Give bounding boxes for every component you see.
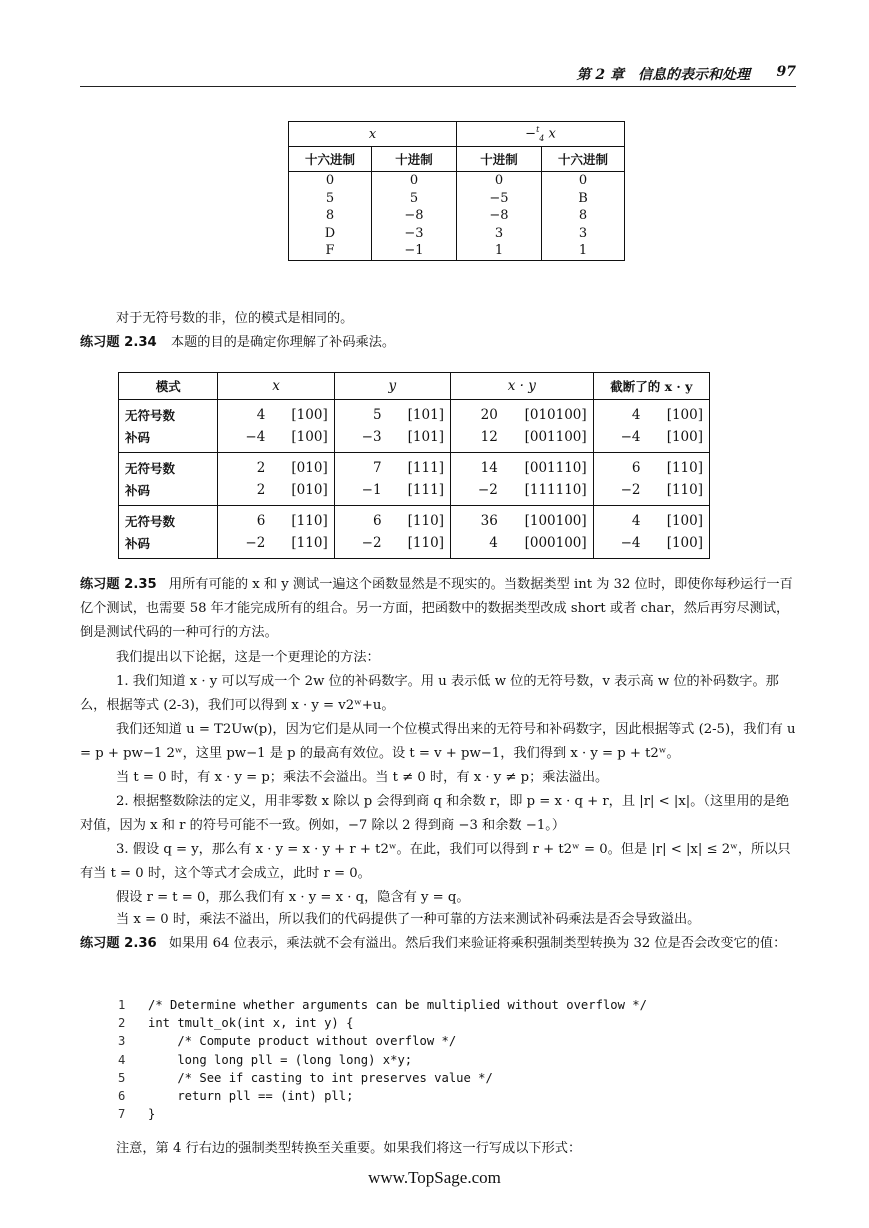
- cell: 4: [593, 506, 646, 533]
- cell: −3: [334, 426, 387, 453]
- exercise-text: 如果用 64 位表示，乘法就不会有溢出。然后我们来验证将乘积强制类型转换为 32 位是否会改变它的值：: [168, 936, 787, 951]
- cell: 4: [450, 532, 503, 559]
- chapter-title: 第 2 章 信息的表示和处理: [576, 67, 750, 83]
- paragraph: 我们提出以下论据，这是一个更理论的方法：: [116, 650, 380, 665]
- paragraph: 1. 我们知道 x · y 可以写成一个 2w 位的补码数字。用 u 表示低 w 位的无符号数，v 表示高 w 位的补码数字。那么，根据等式 (2-3)，我们可以得到 x · y = v2ʷ+u。: [80, 674, 779, 713]
- exercise-label: 练习题 2.36: [80, 936, 157, 951]
- cell: 2: [218, 453, 271, 480]
- code-line: [118, 1014, 647, 1032]
- line-number: 1: [118, 998, 126, 1012]
- exercise-label: 练习题 2.34: [80, 335, 157, 350]
- line-number: 6: [118, 1089, 126, 1104]
- cell: −1: [372, 242, 457, 260]
- cell: 1: [457, 242, 542, 260]
- cell: 12: [450, 426, 503, 453]
- cell: 补码: [119, 479, 218, 506]
- cell: −8: [457, 207, 542, 225]
- cell: [101]: [407, 407, 444, 423]
- cell: F: [289, 242, 372, 260]
- code-listing: [118, 996, 647, 1123]
- col-header: x: [218, 373, 334, 400]
- exercise-2-35: [80, 573, 796, 645]
- line-number: 2: [118, 1016, 126, 1031]
- cell: 14: [450, 453, 503, 480]
- cell: 2: [218, 479, 271, 506]
- code-line: [118, 1105, 647, 1123]
- code-text: /* Determine whether arguments can be multiplied without overflow */: [148, 998, 647, 1012]
- line-number: 5: [118, 1070, 126, 1085]
- cell: [010]: [291, 460, 328, 476]
- cell: [111110]: [504, 479, 593, 506]
- col-header: 十六进制: [542, 147, 625, 172]
- cell: 36: [450, 506, 503, 533]
- page-header: [80, 62, 796, 87]
- line-number: 3: [118, 1034, 126, 1049]
- cell: −1: [334, 479, 387, 506]
- table-row: [119, 426, 710, 453]
- cell: [100]: [666, 407, 703, 423]
- cell: [110]: [407, 513, 444, 529]
- col-header: 模式: [119, 373, 218, 400]
- cell: 7: [334, 453, 387, 480]
- group-header-x: x: [289, 122, 457, 147]
- unsigned-note: 对于无符号数的非，位的模式是相同的。: [116, 311, 354, 326]
- cell: 6: [334, 506, 387, 533]
- table-row: [289, 172, 625, 190]
- cell: [100]: [291, 407, 328, 423]
- col-header: 十进制: [372, 147, 457, 172]
- footer-url[interactable]: www.TopSage.com: [368, 1168, 501, 1187]
- cell: [100100]: [524, 513, 587, 529]
- exercise-2-36: [80, 932, 796, 956]
- cell: 8: [289, 207, 372, 225]
- line-number: 7: [118, 1107, 126, 1122]
- cell: 1: [542, 242, 625, 260]
- cell: −2: [334, 532, 387, 559]
- cell: −2: [218, 532, 271, 559]
- col-header: 截断了的 x · y: [593, 373, 709, 400]
- cell: 5: [289, 190, 372, 208]
- cell: −2: [450, 479, 503, 506]
- cell: [111]: [388, 479, 451, 506]
- table-row: [289, 207, 625, 225]
- note-paragraph: 注意，第 4 行右边的强制类型转换至关重要。如果我们将这一行写成以下形式：: [116, 1141, 582, 1156]
- cell: −2: [593, 479, 646, 506]
- paragraph: 假设 r = t = 0，那么我们有 x · y = x · q，隐含有 y = q。: [116, 890, 470, 905]
- cell: [110]: [271, 532, 334, 559]
- cell: [000100]: [504, 532, 593, 559]
- cell: [110]: [666, 460, 703, 476]
- cell: 补码: [119, 426, 218, 453]
- cell: [100]: [271, 426, 334, 453]
- cell: 补码: [119, 532, 218, 559]
- table-row: [119, 400, 710, 427]
- cell: [010100]: [524, 407, 587, 423]
- cell: [110]: [647, 479, 710, 506]
- exercise-2-34: [80, 331, 796, 355]
- cell: 0: [372, 172, 457, 190]
- col-header: 十六进制: [289, 147, 372, 172]
- page-number: 97: [776, 64, 796, 80]
- cell: D: [289, 225, 372, 243]
- paragraph: 当 t = 0 时，有 x · y = p；乘法不会溢出。当 t ≠ 0 时，有 x · y ≠ p；乘法溢出。: [116, 770, 609, 785]
- cell: 0: [457, 172, 542, 190]
- group-header-negx: −$^t_4$ x: [457, 122, 625, 147]
- cell: 无符号数: [119, 506, 218, 533]
- paragraph: 当 x = 0 时，乘法不溢出，所以我们的代码提供了一种可靠的方法来测试补码乘法是否会导致溢出。: [116, 912, 701, 927]
- paragraph: 我们还知道 u = T2Uw(p)，因为它们是从同一个位模式得出来的无符号和补码数字，因此根据等式 (2-5)，我们有 u = p + pw−1 2ʷ，这里 pw−1 是 p 的最高有效位。设 t = v + pw−1，我们得到 x · y = p + t2ʷ。: [80, 722, 796, 761]
- code-text: /* See if casting to int preserves value */: [148, 1070, 493, 1085]
- code-text: long long pll = (long long) x*y;: [148, 1052, 413, 1067]
- cell: 20: [450, 400, 503, 427]
- paragraph: 2. 根据整数除法的定义，用非零数 x 除以 p 会得到商 q 和余数 r，即 p = x · q + r，且 |r| < |x|。（这里用的是绝对值，因为 x 和 r 的符号可能不一致。例如，−7 除以 2 得到商 −3 和余数 −1。）: [80, 794, 790, 833]
- table-row: [119, 453, 710, 480]
- multiplication-table: [118, 372, 710, 559]
- table-row: [289, 242, 625, 260]
- col-header: y: [334, 373, 450, 400]
- cell: [001110]: [524, 460, 587, 476]
- cell: 4: [218, 400, 271, 427]
- col-header: x · y: [450, 373, 593, 400]
- code-line: [118, 996, 647, 1014]
- cell: −8: [372, 207, 457, 225]
- code-line: [118, 1069, 647, 1087]
- code-text: int tmult_ok(int x, int y) {: [148, 1016, 354, 1031]
- cell: −5: [457, 190, 542, 208]
- code-line: [118, 1051, 647, 1069]
- paragraph: 3. 假设 q = y，那么有 x · y = x · y + r + t2ʷ。在此，我们可以得到 r + t2ʷ = 0。但是 |r| < |x| ≤ 2ʷ，所以只有当 t = 0 时，这个等式才会成立，此时 r = 0。: [80, 842, 791, 881]
- code-line: [118, 1032, 647, 1050]
- cell: −3: [372, 225, 457, 243]
- cell: −4: [593, 532, 646, 559]
- cell: 5: [372, 190, 457, 208]
- cell: [110]: [388, 532, 451, 559]
- code-line: [118, 1087, 647, 1105]
- cell: 6: [218, 506, 271, 533]
- code-text: }: [148, 1107, 156, 1122]
- cell: 无符号数: [119, 453, 218, 480]
- cell: [001100]: [504, 426, 593, 453]
- cell: −4: [218, 426, 271, 453]
- table-row: [119, 479, 710, 506]
- cell: −4: [593, 426, 646, 453]
- cell: 3: [457, 225, 542, 243]
- cell: 0: [542, 172, 625, 190]
- cell: 5: [334, 400, 387, 427]
- line-number: 4: [118, 1052, 126, 1067]
- table-row: [119, 506, 710, 533]
- exercise-label: 练习题 2.35: [80, 577, 157, 592]
- cell: 6: [593, 453, 646, 480]
- negation-table: [288, 121, 625, 261]
- cell: 3: [542, 225, 625, 243]
- cell: [100]: [666, 513, 703, 529]
- code-text: return pll == (int) pll;: [148, 1089, 354, 1104]
- cell: [010]: [271, 479, 334, 506]
- cell: 0: [289, 172, 372, 190]
- cell: 4: [593, 400, 646, 427]
- table-row: [289, 190, 625, 208]
- cell: [100]: [647, 426, 710, 453]
- table-row: [119, 532, 710, 559]
- cell: [111]: [407, 460, 444, 476]
- cell: [101]: [388, 426, 451, 453]
- table-row: [289, 225, 625, 243]
- cell: [100]: [647, 532, 710, 559]
- exercise-text: 本题的目的是确定你理解了补码乘法。: [170, 335, 396, 350]
- paragraph: 用所有可能的 x 和 y 测试一遍这个函数显然是不现实的。当数据类型 int 为 32 位时，即使你每秒运行一百亿个测试，也需要 58 年才能完成所有的组合。另一方面，把函数中的数据类型改成 short 或者 char，然后再穷尽测试，倒是测试代码的一种可行的方法。: [80, 577, 793, 640]
- cell: B: [542, 190, 625, 208]
- code-text: /* Compute product without overflow */: [148, 1034, 457, 1049]
- cell: [110]: [291, 513, 328, 529]
- cell: 8: [542, 207, 625, 225]
- col-header: 十进制: [457, 147, 542, 172]
- cell: 无符号数: [119, 400, 218, 427]
